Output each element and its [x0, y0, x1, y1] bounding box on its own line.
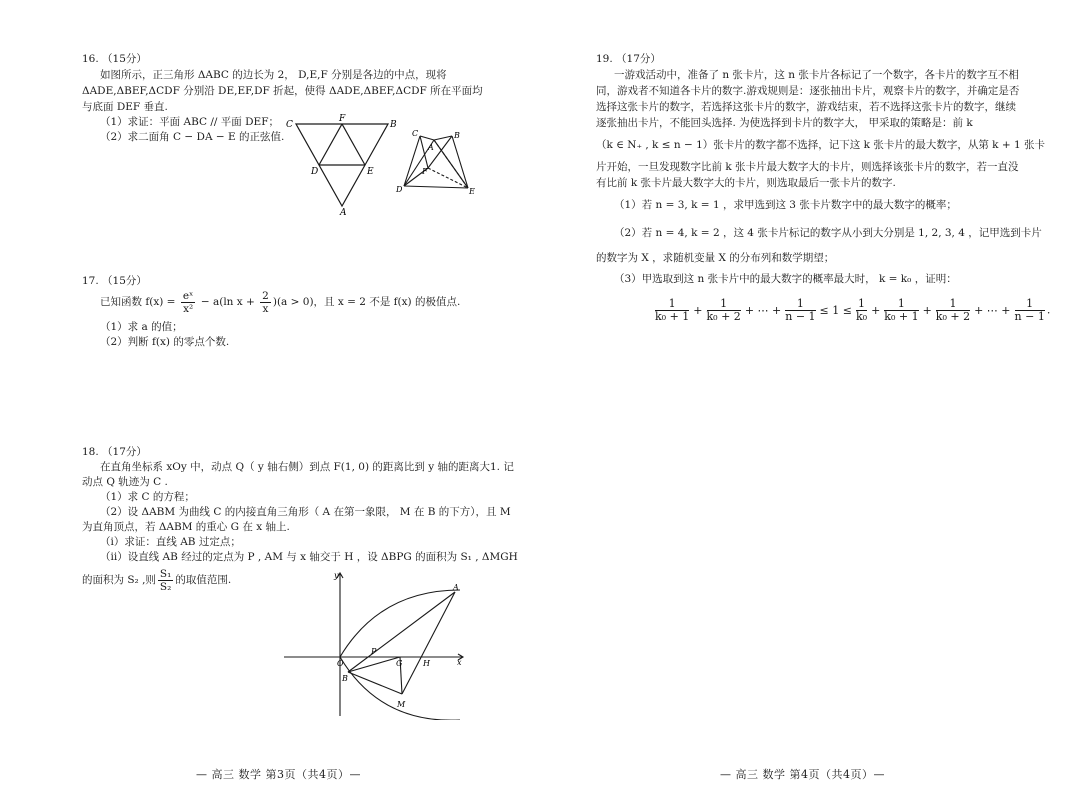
ineq-term2-den: k₀ + 2	[706, 310, 741, 323]
ineq-term6	[936, 298, 970, 323]
q17-part2: （2）判断 f(x) 的零点个数.	[100, 336, 230, 348]
q19-line4: 逐张抽出卡片，不能回头选择. 为使选择到卡片的数字大， 甲采取的策略是：前 k	[596, 117, 973, 129]
q19-line6: 片开始，一旦发现数字比前 k 张卡片最大数字大的卡片，则选择该张卡片的数字，若一直没	[596, 161, 1019, 173]
q19-part1: （1）若 n = 3, k = 1 ，求甲选到这 3 张卡片数字中的最大数字的概率；	[614, 199, 957, 211]
q18-part2a: （2）设 ΔABM 为曲线 C 的内接直角三角形（ A 在第一象限， M 在 B 的下方），且 M	[100, 506, 511, 518]
q17-frac2	[260, 290, 271, 315]
ineq-plus-1: +	[693, 303, 703, 317]
ineq-plus-3: +	[922, 303, 932, 317]
q16-triangle-net-figure	[282, 112, 402, 218]
right-page	[535, 0, 1071, 800]
left-page	[0, 0, 535, 800]
q18-label-O: O	[337, 659, 344, 668]
ineq-term7-den: n − 1	[1014, 310, 1045, 323]
q19-part2b: 的数字为 X ，求随机变量 X 的分布列和数学期望；	[596, 252, 835, 264]
q17-header: 17. （15分）	[82, 275, 147, 287]
ineq-term1	[655, 298, 689, 323]
q16-line3: 与底面 DEF 垂直.	[82, 101, 168, 113]
q18-sub-ii: （ii）设直线 AB 经过的定点为 P , AM 与 x 轴交于 H ，设 ΔBPG 的面积为 S₁ , ΔMGH	[100, 551, 518, 563]
ineq-term7-num: 1	[1015, 298, 1045, 311]
q17-frac2-den: x	[262, 302, 269, 315]
q19-inequality	[653, 298, 1050, 323]
q17-part1: （1）求 a 的值；	[100, 321, 183, 333]
ineq-term3-num: 1	[785, 298, 815, 311]
q18-ratio-frac	[158, 568, 173, 593]
q16-part1: （1）求证：平面 ABC // 平面 DEF；	[100, 116, 280, 128]
q16-header: 16. （15分）	[82, 53, 147, 65]
ineq-dots-1: + ⋯ +	[744, 303, 782, 317]
q18-label-x: x	[457, 658, 462, 667]
q16-solid-label-E: E	[469, 187, 475, 196]
q17-function-line	[100, 288, 460, 316]
q18-label-A: A	[453, 583, 459, 592]
q18-ratio-num: S₁	[159, 567, 172, 580]
ineq-term5-den: k₀ + 1	[884, 310, 919, 323]
ineq-term5	[884, 298, 918, 323]
q18-label-H: H	[423, 659, 430, 668]
q16-part2: （2）求二面角 C − DA − E 的正弦值.	[100, 131, 285, 143]
ineq-dots-2: + ⋯ +	[974, 303, 1011, 317]
ineq-plus-2: +	[871, 303, 881, 317]
q16-line1: 如图所示，正三角形 ΔABC 的边长为 2， D,E,F 分别是各边的中点，现将	[100, 69, 447, 81]
q16-solid-label-C: C	[412, 129, 419, 138]
q17-intro: 已知函数 f(x) =	[100, 296, 179, 308]
ineq-term1-den: k₀ + 1	[655, 310, 690, 323]
q18-parabola-figure	[280, 568, 470, 720]
ineq-term3	[785, 298, 815, 323]
ineq-term7	[1015, 298, 1045, 323]
q17-mid: − a(ln x +	[197, 296, 259, 308]
q17-frac1-den: x²	[183, 302, 194, 315]
q18-ratio-den: S₂	[159, 580, 172, 593]
q16-line2: ΔADE,ΔBEF,ΔCDF 分别沿 DE,EF,DF 折起，使得 ΔADE,ΔBEF,ΔCDF 所在平面均	[82, 85, 483, 97]
ineq-term4-num: 1	[856, 298, 867, 311]
q17-frac2-num: 2	[262, 289, 269, 302]
q18-label-M: M	[397, 700, 406, 709]
ineq-term1-num: 1	[655, 298, 689, 311]
q17-frac1-num: eˣ	[182, 289, 194, 302]
q16-solid-label-A: A	[428, 143, 434, 152]
q18-part2b: 为直角顶点，若 ΔABM 的重心 G 在 x 轴上.	[82, 521, 290, 533]
q16-label-B: B	[390, 120, 397, 130]
q18-label-y: y	[334, 571, 339, 580]
q19-line7: 有比前 k 张卡片最大数字大的卡片，则选取最后一张卡片的数字.	[596, 177, 896, 189]
q18-header: 18. （17分）	[82, 446, 147, 458]
q16-label-D: D	[311, 167, 319, 177]
q18-last-line	[82, 566, 231, 594]
q16-label-F: F	[339, 114, 346, 124]
q16-solid-label-D: D	[396, 185, 403, 194]
q16-label-A: A	[340, 208, 347, 218]
q19-header: 19. （17分）	[596, 53, 661, 65]
q18-label-P: P	[371, 647, 377, 656]
right-page-footer: — 高三 数学 第4页（共4页）—	[720, 768, 885, 781]
q18-line2: 动点 Q 轨迹为 C .	[82, 476, 168, 488]
q16-solid-label-F: F	[422, 167, 428, 176]
q19-part2a: （2）若 n = 4, k = 2 ，这 4 张卡片标记的数字从小到大分别是 1, 2, 3, 4 ，记甲选到卡片	[614, 227, 1042, 239]
q19-line1: 一游戏活动中，准备了 n 张卡片，这 n 张卡片各标记了一个数字，各卡片的数字互不相	[614, 69, 1019, 81]
ineq-term4-den: k₀	[855, 310, 868, 323]
q16-label-C: C	[286, 120, 293, 130]
ineq-term4	[856, 298, 867, 323]
ineq-le: ≤ 1 ≤	[819, 303, 852, 317]
q16-label-E: E	[367, 167, 374, 177]
q17-frac1	[181, 290, 196, 315]
q18-part1: （1）求 C 的方程；	[100, 491, 195, 503]
ineq-term6-num: 1	[936, 298, 970, 311]
q18-sub-i: （i）求证：直线 AB 过定点；	[100, 536, 241, 548]
q18-label-B: B	[342, 674, 348, 683]
q19-part3: （3）甲选取到这 n 张卡片中的最大数字的概率最大时， k = k₀ ，证明：	[614, 273, 957, 285]
ineq-term2	[707, 298, 741, 323]
q17-tail: )(a > 0)，且 x = 2 不是 f(x) 的极值点.	[272, 296, 461, 308]
ineq-term5-num: 1	[884, 298, 918, 311]
q16-solid-label-B: B	[454, 131, 460, 140]
q18-last-pre: 的面积为 S₂ ,则	[82, 574, 156, 586]
q18-last-post: 的取值范围.	[175, 574, 232, 586]
q18-line1: 在直角坐标系 xOy 中，动点 Q（ y 轴右侧）到点 F(1, 0) 的距离比到 y 轴的距离大1. 记	[100, 461, 514, 473]
q16-folded-solid-figure	[394, 128, 478, 198]
q19-line3: 选择这张卡片的数字，若选择这张卡片的数字，游戏结束，若不选择这张卡片的数字，继续	[596, 101, 1016, 113]
ineq-term2-num: 1	[707, 298, 741, 311]
ineq-end: .	[1046, 303, 1051, 317]
ineq-term6-den: k₀ + 2	[935, 310, 971, 323]
q19-line2: 同，游戏者不知道各卡片的数字.游戏规则是：逐张抽出卡片，观察卡片的数字，并确定是否	[596, 85, 1020, 97]
q19-line5: （k ∈ N₊ , k ≤ n − 1）张卡片的数字都不选择，记下这 k 张卡片的最大数字，从第 k + 1 张卡	[596, 139, 1046, 151]
ineq-term3-den: n − 1	[785, 310, 816, 323]
q18-label-G: G	[396, 659, 403, 668]
left-page-footer: — 高三 数学 第3页（共4页）—	[196, 768, 361, 781]
